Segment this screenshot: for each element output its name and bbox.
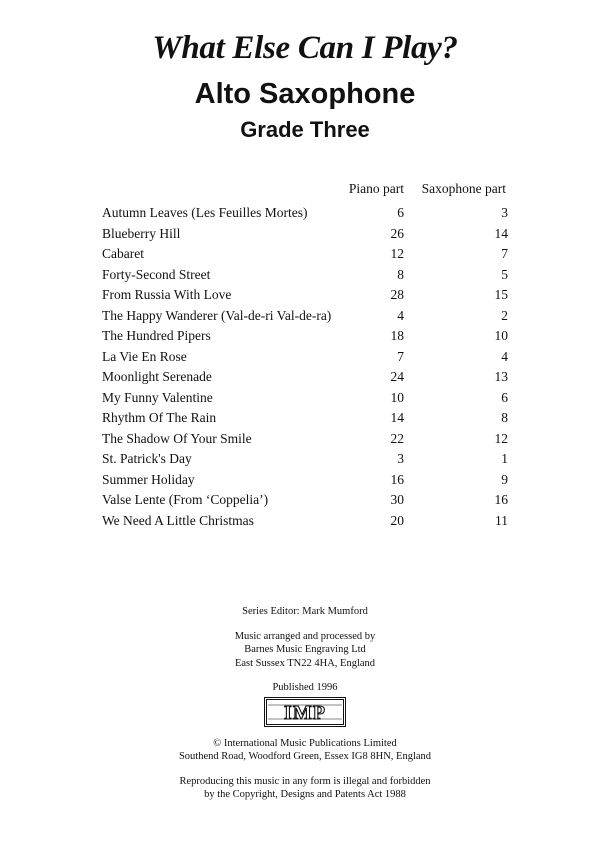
- grade-title: Grade Three: [240, 117, 370, 142]
- piano-page-number: 8: [397, 266, 404, 282]
- piano-page-number: 24: [390, 369, 404, 384]
- piece-title: Cabaret: [102, 246, 144, 261]
- piece-title: My Funny Valentine: [102, 389, 213, 405]
- piano-page-number: 20: [390, 512, 404, 528]
- piano-page-number: 18: [390, 328, 404, 343]
- piano-page-number: 10: [390, 389, 404, 405]
- piece-title: Rhythm Of The Rain: [102, 410, 217, 425]
- piece-title: The Hundred Pipers: [102, 328, 211, 343]
- contents-header: [102, 181, 512, 205]
- series-title: What Else Can I Play?: [152, 30, 458, 66]
- piano-page-number: 22: [390, 430, 404, 446]
- piece-title: Forty-Second Street: [102, 266, 211, 282]
- piece-title: We Need A Little Christmas: [102, 512, 254, 528]
- piano-page-number: 12: [390, 246, 404, 261]
- contents-row: [102, 451, 512, 472]
- piano-part-heading: Piano part: [348, 181, 404, 196]
- piano-page-number: 14: [390, 410, 404, 425]
- saxophone-page-number: 5: [501, 266, 508, 282]
- legal-line: Reproducing this music in any form is illegal and forbidden: [179, 775, 431, 787]
- copyright-notice: [0, 737, 610, 764]
- copyright-line: Southend Road, Woodford Green, Essex IG8 8HN, England: [178, 751, 432, 762]
- piano-page-number: 16: [390, 471, 404, 487]
- piano-page-number: 4: [397, 307, 404, 323]
- imp-logo: [0, 697, 610, 727]
- piano-page-number: 30: [390, 492, 404, 507]
- piano-page-number: 6: [397, 205, 404, 220]
- contents-row: [102, 308, 512, 329]
- legal-notice: [0, 775, 610, 802]
- legal-line: by the Copyright, Designs and Patents Act 1988: [204, 789, 406, 800]
- piece-title: Moonlight Serenade: [102, 369, 212, 384]
- piece-title: St. Patrick's Day: [102, 451, 192, 466]
- saxophone-page-number: 2: [501, 307, 508, 323]
- contents-row: [102, 492, 512, 513]
- contents-row: [102, 513, 512, 534]
- saxophone-page-number: 10: [494, 328, 508, 343]
- contents-row: [102, 349, 512, 370]
- saxophone-page-number: 3: [501, 205, 508, 220]
- saxophone-part-heading: Saxophone part: [421, 181, 506, 196]
- piano-page-number: 28: [390, 287, 404, 302]
- copyright-line: © International Music Publications Limited: [213, 737, 397, 749]
- piano-page-number: 26: [390, 225, 404, 241]
- piece-title: Valse Lente (From ‘Coppelia’): [102, 492, 269, 507]
- contents-row: [102, 431, 512, 452]
- instrument-title: Alto Saxophone: [194, 78, 416, 110]
- contents-row: [102, 226, 512, 247]
- piece-title: The Happy Wanderer (Val-de-ri Val-de-ra): [102, 307, 332, 323]
- saxophone-page-number: 7: [501, 246, 508, 261]
- contents-row: [102, 369, 512, 390]
- saxophone-page-number: 16: [494, 492, 508, 507]
- saxophone-page-number: 15: [494, 287, 508, 302]
- published-date: Published 1996: [272, 682, 338, 693]
- piano-page-number: 3: [397, 451, 404, 466]
- piece-title: Autumn Leaves (Les Feuilles Mortes): [102, 205, 308, 220]
- contents-rows: [102, 205, 512, 533]
- piano-page-number: 7: [397, 348, 404, 364]
- saxophone-page-number: 6: [501, 389, 508, 405]
- piece-title: The Shadow Of Your Smile: [102, 430, 252, 446]
- logo-lettering: IMP: [284, 701, 326, 724]
- arranger-line: Barnes Music Engraving Ltd: [244, 644, 366, 655]
- piece-title: Blueberry Hill: [102, 225, 181, 241]
- saxophone-page-number: 8: [501, 410, 508, 425]
- saxophone-page-number: 13: [494, 369, 508, 384]
- piece-title: Summer Holiday: [102, 471, 195, 487]
- piece-title: From Russia With Love: [102, 287, 232, 302]
- contents-row: [102, 267, 512, 288]
- saxophone-page-number: 1: [501, 451, 508, 466]
- saxophone-page-number: 12: [494, 430, 508, 446]
- arranger-credit: [0, 630, 610, 671]
- contents-table: [102, 181, 512, 533]
- saxophone-page-number: 11: [495, 512, 508, 528]
- contents-row: [102, 410, 512, 431]
- contents-row: [102, 328, 512, 349]
- saxophone-page-number: 14: [494, 225, 508, 241]
- contents-row: [102, 246, 512, 267]
- arranger-line: East Sussex TN22 4HA, England: [234, 657, 376, 669]
- saxophone-page-number: 9: [501, 471, 508, 487]
- saxophone-page-number: 4: [501, 348, 508, 364]
- contents-row: [102, 287, 512, 308]
- contents-row: [102, 390, 512, 411]
- imprint: [0, 605, 610, 813]
- piece-title: La Vie En Rose: [102, 348, 187, 364]
- contents-row: [102, 472, 512, 493]
- imp-logo-icon: [264, 697, 346, 727]
- arranger-line: Music arranged and processed by: [234, 630, 376, 642]
- series-editor: Series Editor: Mark Mumford: [242, 606, 368, 617]
- contents-row: [102, 205, 512, 226]
